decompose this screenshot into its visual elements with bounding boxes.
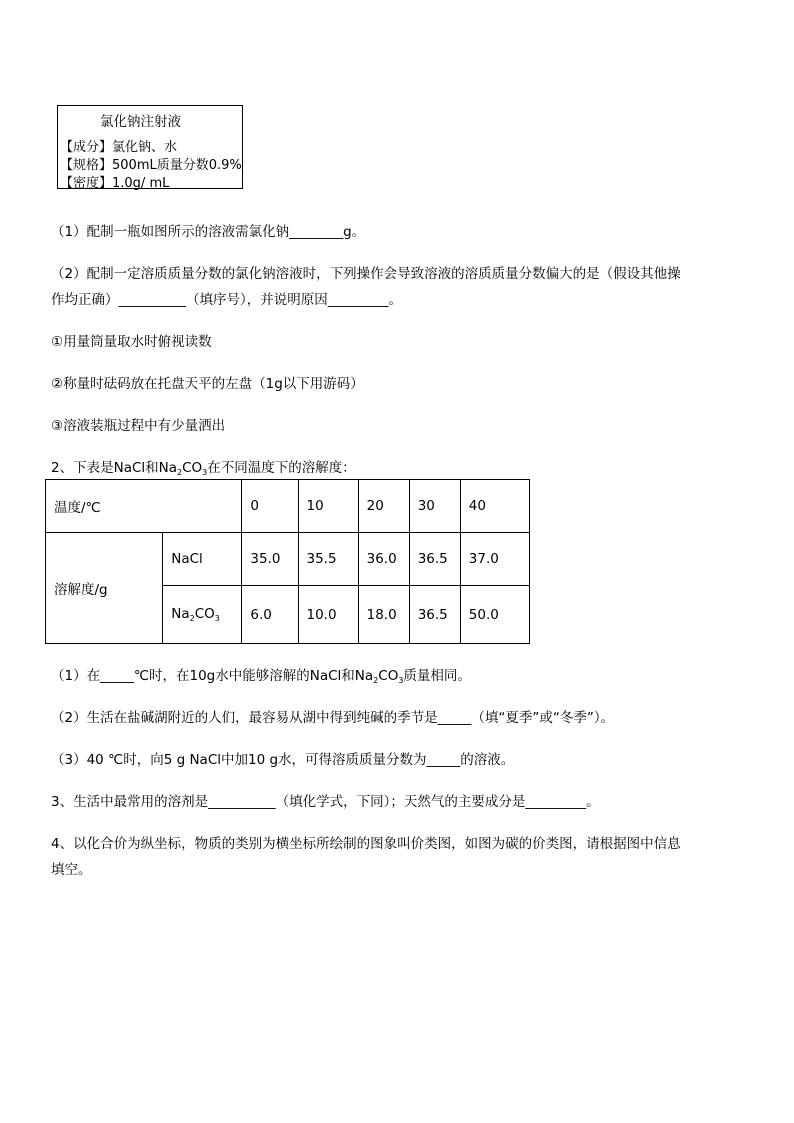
q1-option-2: ②称量时砝码放在托盘天平的左盘（1g以下用游码） xyxy=(51,376,364,392)
q3-text: 3、生活中最常用的溶剂是__________（填化学式，下同）；天然气的主要成分是_________。 xyxy=(51,794,600,810)
q2-sub1: （1）在_____℃时，在10g水中能够溶解的NaCl和$Na_2CO_3$质量相同。 xyxy=(51,668,471,685)
temp-cell: 20 xyxy=(358,480,409,533)
temp-cell: 0 xyxy=(242,480,298,533)
nacl-label: NaCl xyxy=(163,533,242,586)
q4-line1: 4、以化合价为纵坐标，物质的类别为横坐标所绘制的图象叫价类图，如图为碳的价类图，请根据图中信息 xyxy=(51,836,681,852)
na2co3-value: 6.0 xyxy=(242,586,298,644)
nacl-value: 37.0 xyxy=(460,533,529,586)
temp-cell: 10 xyxy=(298,480,358,533)
injection-label-box xyxy=(57,105,243,189)
label-ingredients: 【成分】氯化钠、水 xyxy=(60,140,178,155)
label-title: 氯化钠注射液 xyxy=(100,114,181,130)
na2co3-value: 36.5 xyxy=(409,586,460,644)
nacl-value: 35.5 xyxy=(298,533,358,586)
temp-cell: 40 xyxy=(460,480,529,533)
table-row xyxy=(46,533,530,586)
na2co3-value: 50.0 xyxy=(460,586,529,644)
q1-part1: （1）配制一瓶如图所示的溶液需氯化钠________g。 xyxy=(51,224,366,240)
label-density: 【密度】1.0g/ mL xyxy=(60,176,170,191)
temp-cell: 30 xyxy=(409,480,460,533)
q2-sub2: （2）生活在盐碱湖附近的人们，最容易从湖中得到纯碱的季节是_____（填“夏季”或“冬季”）。 xyxy=(51,710,615,726)
nacl-value: 35.0 xyxy=(242,533,298,586)
q1-option-1: ①用量筒量取水时俯视读数 xyxy=(51,334,212,350)
temp-header: 温度/℃ xyxy=(46,480,242,533)
q4-line2: 填空。 xyxy=(51,862,92,878)
q2-sub3: （3）40 ℃时，向5 g NaCl中加10 g水，可得溶质质量分数为_____的溶液。 xyxy=(51,752,515,768)
label-spec: 【规格】500mL质量分数0.9% xyxy=(60,158,242,173)
solubility-table xyxy=(45,479,530,644)
nacl-value: 36.5 xyxy=(409,533,460,586)
q1-part2-line2: 作均正确）__________（填序号），并说明原因_________。 xyxy=(51,292,402,308)
table-row xyxy=(46,480,530,533)
na2co3-value: 18.0 xyxy=(358,586,409,644)
q2-intro: 2、下表是NaCl和$Na_2CO_3$在不同温度下的溶解度： xyxy=(51,460,356,477)
q1-option-3: ③溶液装瓶过程中有少量洒出 xyxy=(51,418,226,434)
nacl-value: 36.0 xyxy=(358,533,409,586)
q1-part2-line1: （2）配制一定溶质质量分数的氯化钠溶液时，下列操作会导致溶液的溶质质量分数偏大的是（假设其他操 xyxy=(51,266,681,282)
solubility-header: 溶解度/g xyxy=(46,533,163,644)
na2co3-label: $Na_2CO_3$ xyxy=(163,586,242,644)
na2co3-value: 10.0 xyxy=(298,586,358,644)
